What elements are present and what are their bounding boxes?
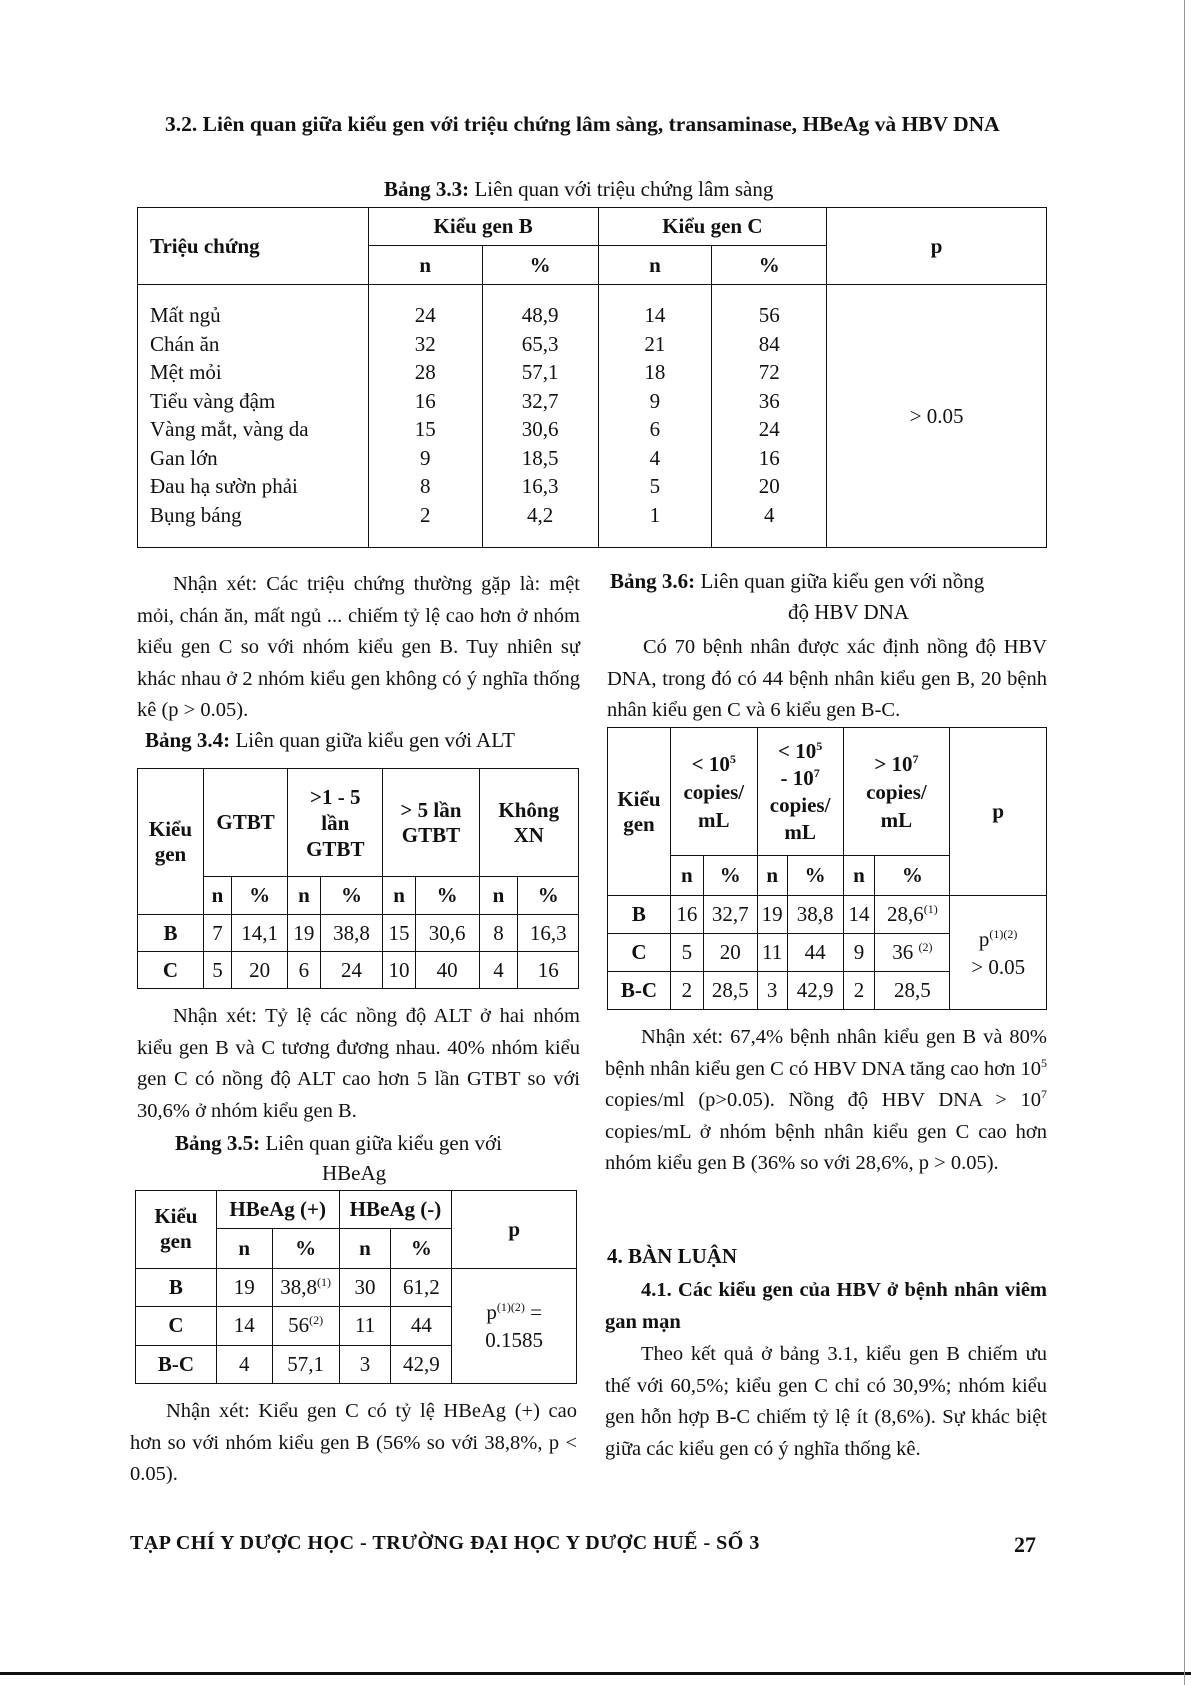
header-line: GTBT — [401, 822, 461, 847]
header-line: lần — [321, 810, 350, 835]
p-value-cell — [452, 1268, 577, 1383]
cell: 7 — [203, 915, 231, 952]
table-3-6-caption — [610, 569, 984, 594]
cell: 5 — [649, 474, 661, 498]
cell — [875, 934, 950, 972]
cell: 20 — [703, 934, 757, 972]
caption-text: Liên quan giữa kiểu gen với — [260, 1131, 502, 1155]
genotype-cell: C — [136, 1307, 217, 1345]
exponent: 7 — [1041, 1087, 1047, 1101]
exponent: 5 — [729, 751, 736, 766]
cell: 5 — [203, 952, 231, 989]
header-line — [671, 750, 757, 778]
comment-3-4 — [137, 1001, 580, 1127]
header-hbeag-neg: HBeAg (-) — [339, 1191, 452, 1229]
header-line: Không — [498, 797, 560, 822]
header-line: gen — [623, 811, 655, 836]
header-line: Kiểu — [154, 1204, 198, 1229]
p-value-cell — [950, 896, 1047, 1010]
caption-label: Bảng 3.5: — [175, 1131, 261, 1155]
header-text: < 10 — [778, 738, 817, 763]
cell: 32 — [414, 331, 436, 356]
cell — [272, 1268, 339, 1306]
heading-text: 4.1. Các kiểu gen của HBV ở bệnh nhân viêm gan mạn — [605, 1279, 1047, 1333]
page-number: 27 — [1014, 1532, 1036, 1557]
p-equals: = — [524, 1299, 542, 1324]
header-pct: % — [391, 1229, 452, 1268]
caption-text: Liên quan với triệu chứng lâm sàng — [469, 177, 774, 201]
cell: 19 — [216, 1268, 272, 1306]
cell: 44 — [787, 934, 843, 972]
body-text: Theo kết quả ở bảng 3.1, kiểu gen B chiếm ưu thế với 60,5%; kiểu gen C chỉ có 30,9%; nhóm kiểu gen hỗn hợp B-C chiếm tỷ lệ ít (8,6%). Sự khác biệt giữa các kiểu gen có ý nghĩa thống kê. — [605, 1343, 1047, 1460]
header-line — [844, 750, 950, 778]
cell: 44 — [391, 1307, 452, 1345]
p-label — [950, 925, 1046, 953]
header-genotype — [608, 728, 671, 896]
header-genotype — [136, 1191, 217, 1269]
p-label — [452, 1298, 576, 1326]
section-4-1-heading — [605, 1275, 1047, 1338]
header-n: n — [216, 1229, 272, 1268]
cell: 14 — [644, 303, 666, 327]
cell: 15 — [414, 417, 436, 441]
cell: 28,5 — [703, 972, 757, 1010]
cell: 4 — [479, 952, 518, 989]
cell: 5 — [670, 934, 703, 972]
section-4-1-body — [605, 1339, 1047, 1465]
p-value-cell: > 0.05 — [827, 285, 1047, 548]
header-n: n — [339, 1229, 391, 1268]
symptom-name: Mệt mỏi — [150, 360, 222, 384]
cell: 36 — [758, 388, 780, 413]
cell: 24 — [414, 303, 436, 327]
cell: 9 — [843, 934, 875, 972]
symptom-name: Bụng báng — [150, 502, 242, 527]
gen-c-n-column — [598, 285, 712, 548]
genotype-cell: B — [136, 1268, 217, 1306]
cell: 18 — [644, 360, 666, 384]
gen-c-pct-column — [712, 285, 827, 548]
cell: 14,1 — [232, 915, 288, 952]
table-row — [138, 915, 579, 952]
cell: 9 — [419, 445, 431, 470]
header-line: copies/ — [683, 779, 745, 804]
gen-b-pct-column — [482, 285, 598, 548]
footnote-mark: (2) — [309, 1313, 324, 1328]
intro-text: Có 70 bệnh nhân được xác định nồng độ HBV DNA, trong đó có 44 bệnh nhân kiểu gen B, 20 bệnh nhân kiểu gen C và 6 kiểu gen B-C. — [607, 636, 1047, 721]
cell: 30 — [339, 1268, 391, 1306]
cell: 1 — [649, 502, 661, 527]
header-line: GTBT — [306, 836, 365, 861]
genotype-cell: B-C — [136, 1345, 217, 1383]
caption-text: Liên quan giữa kiểu gen với ALT — [230, 728, 515, 752]
header-p: p — [452, 1191, 577, 1269]
cell: 2 — [843, 972, 875, 1010]
cell: 16 — [670, 896, 703, 934]
table-3-3 — [137, 207, 1047, 548]
header-pct: % — [232, 877, 288, 915]
cell: 16 — [518, 952, 579, 989]
p-value: > 0.05 — [971, 954, 1026, 979]
header-p: p — [827, 208, 1047, 285]
cell: 14 — [843, 896, 875, 934]
comment-3-3 — [137, 569, 580, 727]
cell: 72 — [758, 360, 780, 384]
header-line: copies/ — [866, 779, 927, 804]
cell: 8 — [419, 474, 431, 498]
header-lt-1e5 — [670, 728, 757, 856]
cell: 32,7 — [521, 388, 559, 413]
header-pct: % — [712, 246, 827, 285]
cell — [272, 1307, 339, 1345]
cell: 57,1 — [272, 1345, 339, 1383]
cell: 16 — [414, 388, 436, 413]
table-3-5-caption — [175, 1131, 502, 1156]
cell — [875, 896, 950, 934]
header-pct: % — [703, 856, 757, 896]
header-gtbt: GTBT — [203, 769, 287, 877]
header-pct: % — [518, 877, 579, 915]
cell: 6 — [649, 417, 661, 441]
header-line: Kiểu — [617, 786, 661, 811]
cell: 40 — [415, 952, 479, 989]
header-n: n — [479, 877, 518, 915]
genotype-cell: B — [608, 896, 671, 934]
p-value: 0.1585 — [485, 1327, 544, 1352]
header-1e5-1e7 — [757, 728, 843, 856]
cell: 19 — [288, 915, 320, 952]
exponent: 7 — [912, 751, 919, 766]
header-pct: % — [320, 877, 383, 915]
header-line: XN — [513, 822, 544, 847]
p-symbol: p — [486, 1299, 497, 1324]
header-pct: % — [482, 246, 598, 285]
table-3-5-caption-line2: HBeAg — [322, 1161, 387, 1185]
comment-part: Nhận xét: 67,4% bệnh nhân kiểu gen B và 80% bệnh nhân kiểu gen C có HBV DNA tăng cao hơn 10 — [605, 1026, 1047, 1080]
footnote-mark: (1)(2) — [989, 926, 1018, 941]
cell: 30,6 — [415, 915, 479, 952]
header-n: n — [843, 856, 875, 896]
cell: 28,5 — [875, 972, 950, 1010]
cell: 3 — [757, 972, 787, 1010]
cell: 65,3 — [521, 331, 559, 356]
cell-value: 38,8 — [280, 1274, 317, 1299]
symptom-name: Đau hạ sườn phải — [150, 474, 298, 498]
cell: 16 — [758, 445, 780, 470]
cell: 38,8 — [787, 896, 843, 934]
header-n: n — [383, 877, 415, 915]
genotype-cell: C — [138, 952, 204, 989]
section-4-heading: 4. BÀN LUẬN — [607, 1244, 738, 1268]
cell: 42,9 — [787, 972, 843, 1010]
cell-value: 56 — [288, 1313, 310, 1338]
header-line: gen — [154, 841, 187, 866]
comment-part: copies/mL ở nhóm bệnh nhân kiểu gen C cao hơn nhóm kiểu gen B (36% so với 28,6%, p > 0.05). — [605, 1120, 1047, 1174]
header-line: mL — [784, 819, 816, 844]
comment-3-6 — [605, 1022, 1047, 1180]
cell: 56 — [758, 303, 780, 327]
cell: 15 — [383, 915, 415, 952]
header-pct: % — [272, 1229, 339, 1268]
header-n: n — [670, 856, 703, 896]
header-line: >1 - 5 — [310, 784, 361, 809]
cell: 10 — [383, 952, 415, 989]
cell: 57,1 — [521, 360, 559, 384]
header-text: < 10 — [691, 751, 730, 776]
header-gen-c: Kiểu gen C — [598, 208, 827, 246]
caption-label: Bảng 3.3: — [384, 177, 470, 201]
cell: 2 — [419, 502, 431, 527]
bottom-scan-edge — [0, 1672, 1191, 1675]
cell: 2 — [670, 972, 703, 1010]
cell: 20 — [232, 952, 288, 989]
cell: 3 — [339, 1345, 391, 1383]
gen-b-n-column — [368, 285, 482, 548]
table-row — [138, 952, 579, 989]
header-line — [758, 765, 843, 792]
journal-footer: TẠP CHÍ Y DƯỢC HỌC - TRƯỜNG ĐẠI HỌC Y DƯỢC HUẾ - SỐ 3 — [130, 1532, 760, 1554]
table-3-3-caption — [384, 177, 773, 202]
symptom-name: Tiểu vàng đậm — [150, 388, 276, 413]
exponent: 5 — [1041, 1055, 1047, 1070]
cell: 19 — [757, 896, 787, 934]
comment-text: Nhận xét: Kiểu gen C có tỷ lệ HBeAg (+) cao hơn so với nhóm kiểu gen B (56% so với 38,8%, p < 0.05). — [130, 1400, 577, 1485]
header-gen-b: Kiểu gen B — [368, 208, 598, 246]
cell: 4 — [764, 502, 775, 527]
cell-value: 36 — [892, 940, 919, 964]
cell: 84 — [758, 331, 780, 356]
cell: 24 — [758, 417, 780, 441]
cell: 4 — [216, 1345, 272, 1383]
cell-value: 28,6 — [887, 902, 924, 926]
header-gt-1e7 — [843, 728, 950, 856]
table-row — [608, 896, 1047, 934]
header-khong-xn — [479, 769, 578, 877]
cell: 6 — [288, 952, 320, 989]
header-line: mL — [698, 807, 730, 832]
table-row — [136, 1268, 577, 1306]
symptom-name: Vàng mắt, vàng da — [150, 417, 309, 441]
header-n: n — [757, 856, 787, 896]
cell: 14 — [216, 1307, 272, 1345]
cell: 38,8 — [320, 915, 383, 952]
right-scan-edge — [1184, 0, 1185, 1685]
cell: 20 — [758, 474, 780, 498]
symptom-name: Gan lớn — [150, 445, 218, 470]
header-text: - 10 — [780, 765, 814, 790]
cell: 28 — [414, 360, 436, 384]
p-symbol: p — [978, 926, 990, 951]
header-pct: % — [415, 877, 479, 915]
cell: 11 — [339, 1307, 391, 1345]
header-symptom: Triệu chứng — [138, 208, 369, 285]
cell: 11 — [757, 934, 787, 972]
comment-3-5 — [130, 1396, 577, 1491]
header-genotype — [138, 769, 204, 915]
header-pct: % — [787, 856, 843, 896]
symptom-list — [138, 285, 369, 548]
cell: 32,7 — [703, 896, 757, 934]
table-3-4-caption — [145, 728, 515, 753]
cell: 42,9 — [391, 1345, 452, 1383]
cell: 4 — [649, 445, 661, 470]
header-n: n — [288, 877, 320, 915]
header-line: > 5 lần — [400, 797, 462, 822]
genotype-cell: B-C — [608, 972, 671, 1010]
header-line: gen — [160, 1229, 192, 1254]
caption-text: Liên quan giữa kiểu gen với nồng — [695, 569, 985, 593]
header-line — [758, 738, 843, 765]
header-line: mL — [880, 807, 913, 832]
cell: 16,3 — [518, 915, 579, 952]
caption-label: Bảng 3.6: — [610, 569, 696, 593]
footnote-mark: (1) — [923, 902, 938, 916]
genotype-cell: B — [138, 915, 204, 952]
symptom-name: Chán ăn — [150, 331, 220, 356]
symptom-name: Mất ngủ — [150, 303, 221, 327]
cell: 4,2 — [526, 502, 554, 527]
caption-label: Bảng 3.4: — [145, 728, 231, 752]
comment-part: copies/ml (p>0.05). Nồng độ HBV DNA > 10 — [605, 1089, 1041, 1111]
header-pct: % — [875, 856, 950, 896]
header-text: > 10 — [874, 751, 913, 776]
cell: 24 — [320, 952, 383, 989]
section-heading: 3.2. Liên quan giữa kiểu gen với triệu chứng lâm sàng, transaminase, HBeAg và HBV DNA — [165, 112, 1000, 136]
header-line: Kiểu — [148, 816, 193, 841]
header-p: p — [950, 728, 1047, 896]
header-n: n — [598, 246, 712, 285]
header-hbeag-pos: HBeAg (+) — [216, 1191, 339, 1229]
cell: 21 — [644, 331, 666, 356]
exponent: 5 — [816, 738, 823, 753]
table-3-6-intro — [607, 632, 1047, 727]
header-n: n — [203, 877, 231, 915]
comment-text: Nhận xét: Các triệu chứng thường gặp là: mệt mỏi, chán ăn, mất ngủ ... chiếm tỷ lệ cao hơn ở nhóm kiểu gen C so với nhóm kiểu gen B. Tuy nhiên sự khác nhau ở 2 nhóm kiểu gen không có ý nghĩa thống kê (p > 0.05). — [137, 573, 580, 721]
cell: 18,5 — [521, 445, 559, 470]
table-3-5 — [135, 1190, 577, 1384]
cell: 9 — [649, 388, 661, 413]
header-n: n — [368, 246, 482, 285]
cell: 61,2 — [391, 1268, 452, 1306]
table-3-4 — [137, 768, 579, 989]
cell: 16,3 — [521, 474, 559, 498]
footnote-mark: (1) — [316, 1274, 331, 1289]
comment-text — [605, 1022, 1047, 1180]
header-5-gtbt — [383, 769, 479, 877]
table-3-6-caption-line2: độ HBV DNA — [788, 600, 909, 624]
table-3-6 — [607, 727, 1047, 1010]
cell: 8 — [479, 915, 518, 952]
exponent: 7 — [813, 765, 820, 780]
genotype-cell: C — [608, 934, 671, 972]
header-line: copies/ — [769, 792, 831, 817]
footnote-mark: (2) — [918, 940, 933, 954]
footnote-mark: (1)(2) — [496, 1299, 525, 1314]
cell: 30,6 — [521, 417, 559, 441]
cell: 48,9 — [521, 303, 559, 327]
header-1-5-gtbt — [288, 769, 383, 877]
comment-text: Nhận xét: Tỷ lệ các nồng độ ALT ở hai nhóm kiểu gen B và C tương đương nhau. 40% nhóm kiểu gen C có nồng độ ALT cao hơn 5 lần GTBT so với 30,6% ở nhóm kiểu gen B. — [137, 1005, 580, 1122]
